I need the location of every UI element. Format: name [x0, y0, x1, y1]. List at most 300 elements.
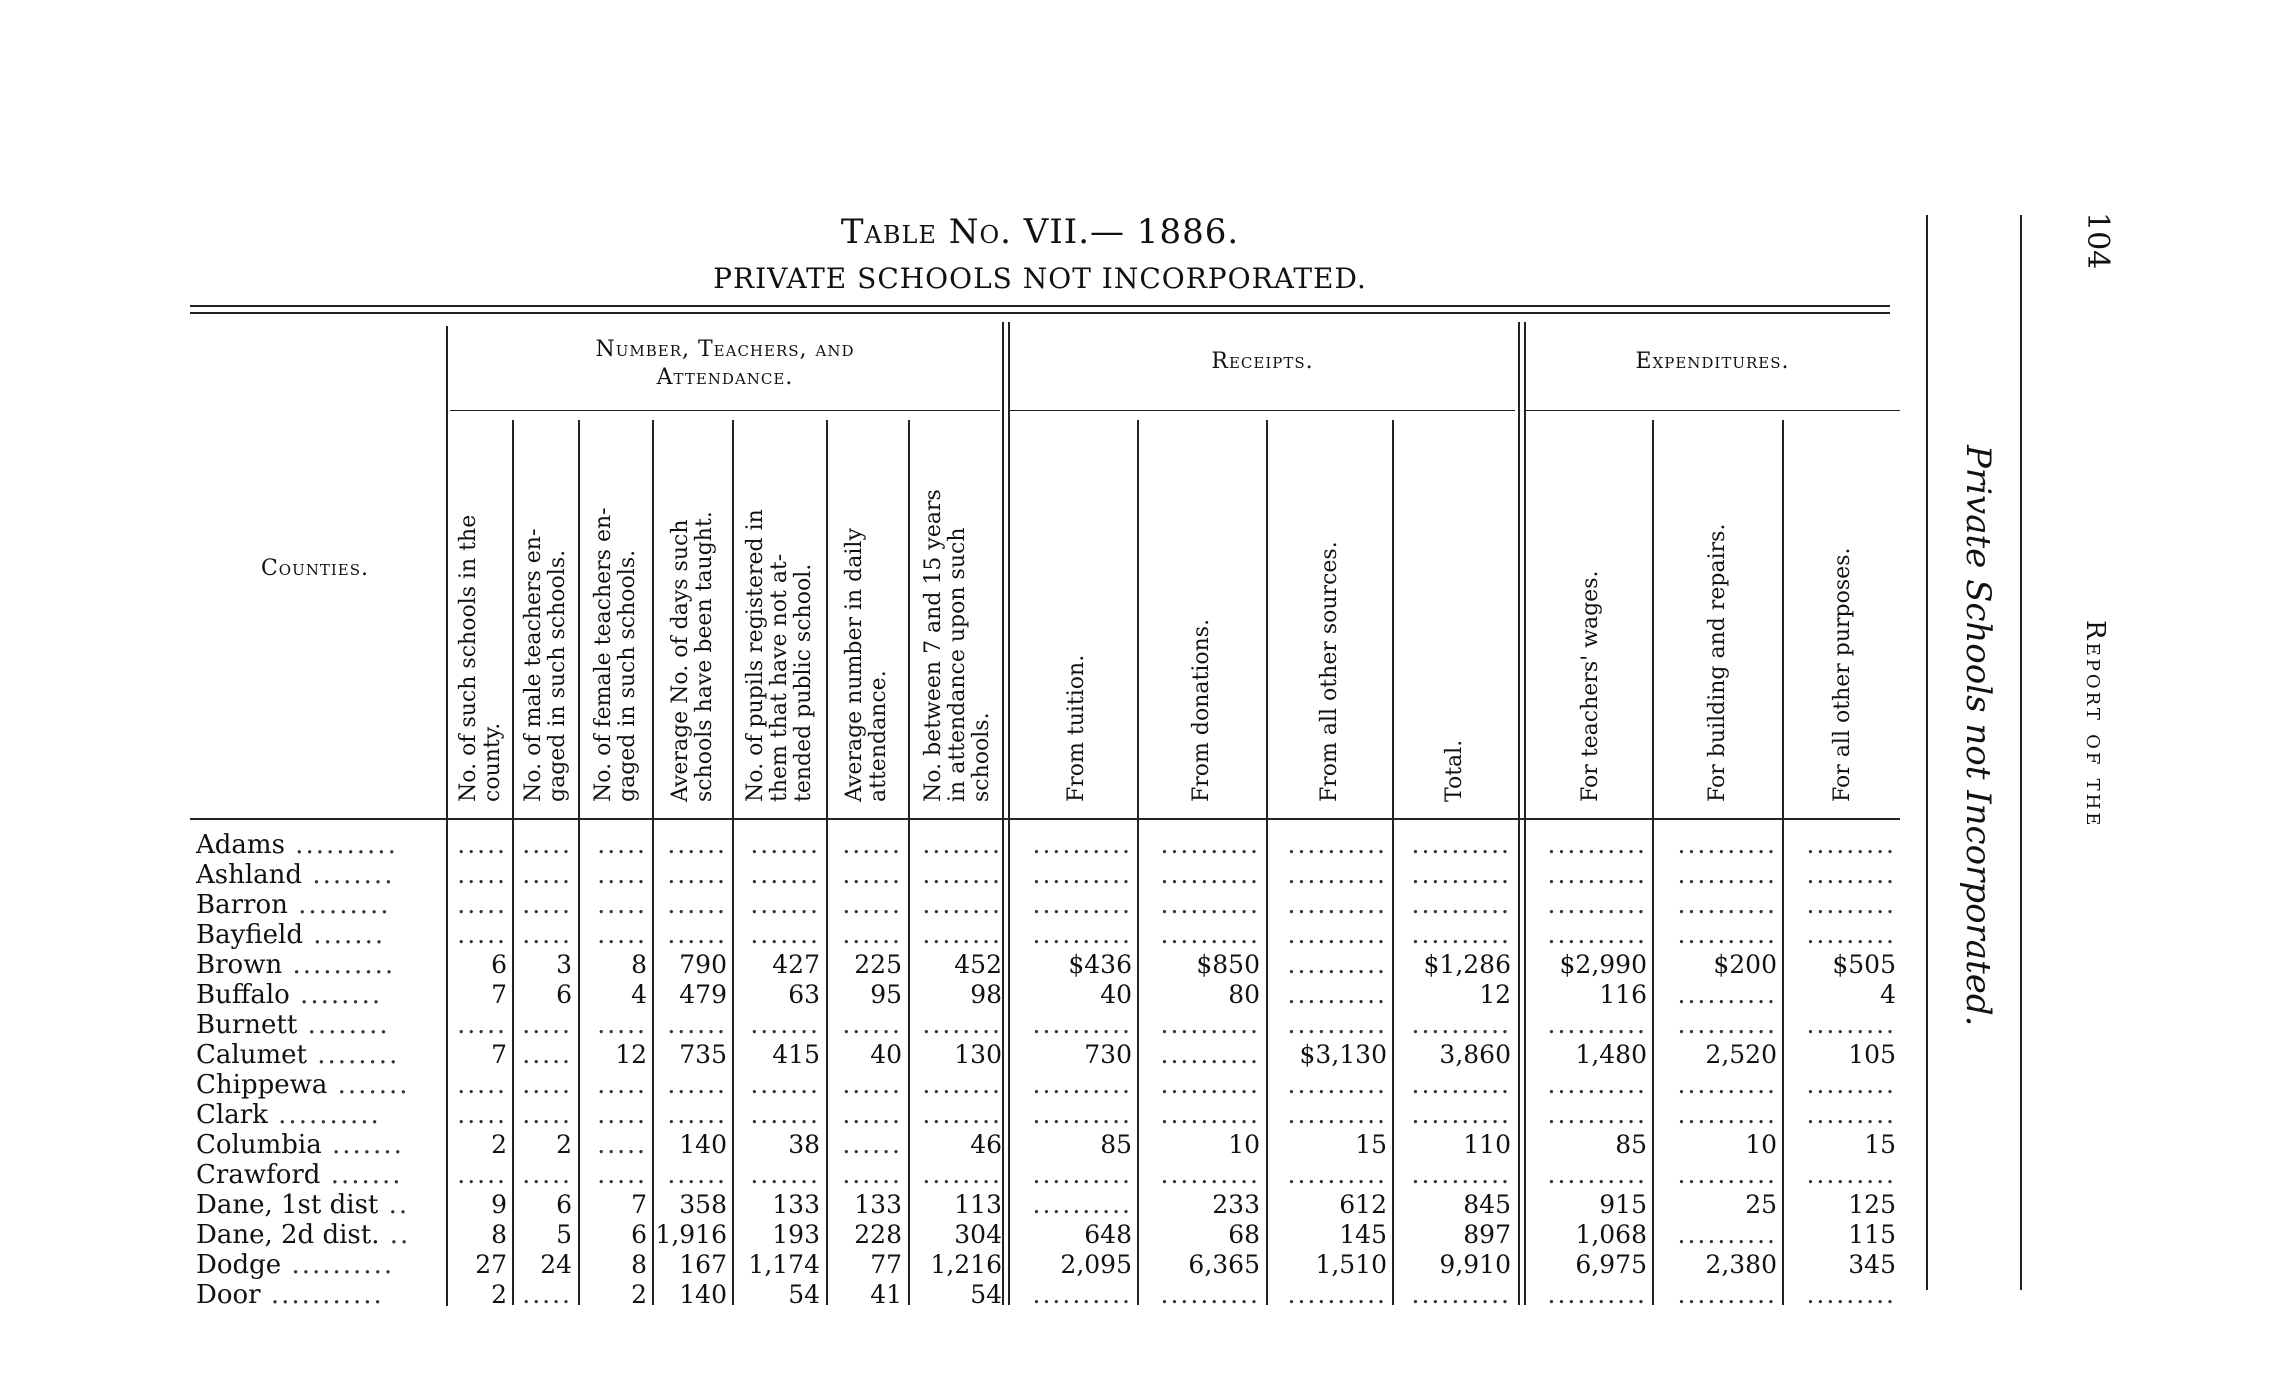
- county-name: [196, 1160, 403, 1190]
- table-cell: ........: [922, 890, 1002, 919]
- county-label: Brown: [196, 950, 283, 980]
- table-cell: ..........: [1547, 920, 1647, 949]
- table-cell: 790: [679, 950, 727, 979]
- table-cell: ........: [922, 920, 1002, 949]
- table-cell: 133: [772, 1190, 820, 1219]
- table-cell: ..........: [1287, 980, 1387, 1009]
- table-cell: $505: [1832, 950, 1896, 979]
- table-cell: .........: [1806, 1070, 1896, 1099]
- table-cell: .....: [457, 1160, 507, 1189]
- table-cell: .....: [597, 830, 647, 859]
- table-cell: .....: [597, 1100, 647, 1129]
- table-cell: 95: [870, 980, 902, 1009]
- table-cell: 167: [679, 1250, 727, 1279]
- table-cell: ......: [842, 920, 902, 949]
- table-cell: 6,975: [1575, 1250, 1647, 1279]
- table-cell: 8: [631, 1250, 647, 1279]
- table-cell: ......: [667, 1070, 727, 1099]
- column-header: For building and repairs.: [1705, 523, 1730, 802]
- group-number-header: Number, Teachers, and Attendance.: [595, 337, 855, 390]
- table-cell: 4: [1880, 980, 1896, 1009]
- table-cell: ......: [667, 890, 727, 919]
- table-cell: .....: [522, 1100, 572, 1129]
- county-label: Barron: [196, 890, 288, 920]
- table-cell: 40: [1100, 980, 1132, 1009]
- column-rule: [446, 326, 448, 1306]
- table-cell: ......: [842, 1130, 902, 1159]
- table-cell: .....: [522, 1070, 572, 1099]
- county-label: Clark: [196, 1100, 268, 1130]
- table-cell: ..........: [1160, 860, 1260, 889]
- county-label: Dane, 1st dist: [196, 1190, 379, 1220]
- table-cell: ........: [922, 830, 1002, 859]
- table-cell: ......: [667, 1160, 727, 1189]
- table-cell: .....: [597, 890, 647, 919]
- table-cell: ........: [922, 860, 1002, 889]
- table-cell: ..........: [1411, 890, 1511, 919]
- table-cell: 2,095: [1060, 1250, 1132, 1279]
- county-name: [196, 1280, 384, 1310]
- table-cell: .......: [750, 830, 820, 859]
- table-cell: ..........: [1032, 1160, 1132, 1189]
- table-cell: 845: [1463, 1190, 1511, 1219]
- table-cell: 1,174: [748, 1250, 820, 1279]
- table-cell: .....: [597, 860, 647, 889]
- table-cell: 2: [556, 1130, 572, 1159]
- column-rule: [1652, 420, 1654, 1305]
- leader-dots: ..........: [281, 1250, 395, 1280]
- table-cell: .........: [1806, 1160, 1896, 1189]
- table-cell: 116: [1599, 980, 1647, 1009]
- column-header: Total.: [1442, 739, 1467, 802]
- column-header: Average number in daily attendance.: [842, 528, 891, 802]
- county-name: [196, 1010, 390, 1040]
- leader-dots: .......: [302, 920, 386, 950]
- side-rule-left: [1926, 215, 1928, 1290]
- column-rule: [1518, 322, 1520, 1305]
- table-cell: 7: [491, 980, 507, 1009]
- table-cell: .....: [522, 1160, 572, 1189]
- table-cell: 1,480: [1575, 1040, 1647, 1069]
- table-cell: ..........: [1032, 1190, 1132, 1219]
- leader-dots: ........: [302, 860, 395, 890]
- county-label: Dodge: [196, 1250, 282, 1280]
- table-cell: 6: [556, 1190, 572, 1219]
- table-cell: ..........: [1032, 1010, 1132, 1039]
- table-cell: ......: [842, 1070, 902, 1099]
- table-cell: ..........: [1547, 1160, 1647, 1189]
- table-cell: ..........: [1287, 1010, 1387, 1039]
- table-cell: ..........: [1547, 1070, 1647, 1099]
- column-header: No. of male teachers en- gaged in such schools.: [520, 528, 570, 802]
- table-cell: ..........: [1411, 1010, 1511, 1039]
- table-cell: 41: [870, 1280, 902, 1309]
- table-cell: .......: [750, 1160, 820, 1189]
- table-cell: 6: [631, 1220, 647, 1249]
- table-cell: 110: [1463, 1130, 1511, 1159]
- table-cell: .......: [750, 860, 820, 889]
- table-cell: 80: [1228, 980, 1260, 1009]
- table-cell: 7: [631, 1190, 647, 1219]
- column-header: From tuition.: [1064, 654, 1089, 802]
- table-cell: 345: [1848, 1250, 1896, 1279]
- table-cell: 145: [1339, 1220, 1387, 1249]
- table-cell: 54: [788, 1280, 820, 1309]
- table-cell: 730: [1084, 1040, 1132, 1069]
- table-cell: .....: [522, 860, 572, 889]
- table-cell: 46: [970, 1130, 1002, 1159]
- column-header: Average No. of days such schools have been taught.: [668, 511, 717, 802]
- group-expenditures-header: Expenditures.: [1635, 349, 1790, 374]
- table-cell: 1,068: [1575, 1220, 1647, 1249]
- table-cell: .....: [457, 830, 507, 859]
- table-cell: .......: [750, 920, 820, 949]
- table-cell: ..........: [1411, 830, 1511, 859]
- table-cell: .........: [1806, 830, 1896, 859]
- county-name: [196, 1220, 410, 1250]
- table-cell: 3,860: [1439, 1040, 1511, 1069]
- county-name: [196, 1190, 409, 1220]
- table-cell: .........: [1806, 890, 1896, 919]
- table-cell: .....: [522, 1280, 572, 1309]
- table-cell: ..........: [1677, 1220, 1777, 1249]
- table-cell: ..........: [1032, 890, 1132, 919]
- table-cell: ..........: [1032, 1070, 1132, 1099]
- table-cell: ......: [667, 830, 727, 859]
- table-cell: 140: [679, 1280, 727, 1309]
- table-title: Table No. VII.— 1886.: [840, 212, 1240, 252]
- table-cell: 2,520: [1705, 1040, 1777, 1069]
- leader-dots: .......: [320, 1160, 403, 1190]
- table-cell: ..........: [1287, 950, 1387, 979]
- table-cell: 10: [1228, 1130, 1260, 1159]
- table-cell: ..........: [1411, 1280, 1511, 1309]
- table-cell: .....: [457, 1070, 507, 1099]
- table-cell: ......: [842, 890, 902, 919]
- column-rule: [1008, 322, 1010, 1305]
- table-cell: ......: [842, 1160, 902, 1189]
- leader-dots: .........: [287, 890, 391, 920]
- table-cell: 8: [631, 950, 647, 979]
- table-cell: .........: [1806, 860, 1896, 889]
- county-name: [196, 1130, 404, 1160]
- leader-dots: .......: [327, 1070, 410, 1100]
- table-cell: 612: [1339, 1190, 1387, 1219]
- table-cell: .....: [457, 860, 507, 889]
- county-label: Adams: [196, 830, 285, 860]
- table-cell: $2,990: [1559, 950, 1647, 979]
- side-title: Private Schools not Incorporated.: [1958, 445, 1998, 1027]
- table-cell: 3: [556, 950, 572, 979]
- leader-dots: ........: [297, 1010, 390, 1040]
- table-cell: ......: [667, 860, 727, 889]
- table-cell: ..........: [1160, 1040, 1260, 1069]
- table-cell: 648: [1084, 1220, 1132, 1249]
- table-cell: ..........: [1287, 1280, 1387, 1309]
- table-cell: 228: [854, 1220, 902, 1249]
- table-cell: .....: [597, 1160, 647, 1189]
- table-cell: 6: [556, 980, 572, 1009]
- table-cell: .....: [522, 1040, 572, 1069]
- table-cell: .....: [597, 1130, 647, 1159]
- column-header: No. between 7 and 15 years in attendance upon such schools.: [921, 489, 994, 802]
- table-cell: ........: [922, 1010, 1002, 1039]
- table-cell: ......: [667, 1010, 727, 1039]
- table-cell: .....: [597, 1010, 647, 1039]
- table-cell: .....: [522, 1010, 572, 1039]
- table-cell: .....: [457, 920, 507, 949]
- table-cell: 85: [1100, 1130, 1132, 1159]
- table-cell: 63: [788, 980, 820, 1009]
- table-cell: ......: [842, 830, 902, 859]
- table-cell: ..........: [1411, 920, 1511, 949]
- table-cell: 9: [491, 1190, 507, 1219]
- table-cell: ......: [842, 1010, 902, 1039]
- table-cell: 6,365: [1188, 1250, 1260, 1279]
- group-expenditures-rule: [1525, 410, 1900, 411]
- table-cell: 27: [475, 1250, 507, 1279]
- table-cell: .....: [522, 890, 572, 919]
- table-cell: 10: [1745, 1130, 1777, 1159]
- table-cell: ........: [922, 1100, 1002, 1129]
- table-cell: 915: [1599, 1190, 1647, 1219]
- table-cell: ..........: [1032, 1280, 1132, 1309]
- table-cell: ..........: [1547, 1280, 1647, 1309]
- table-cell: ..........: [1160, 920, 1260, 949]
- table-cell: 140: [679, 1130, 727, 1159]
- county-label: Chippewa: [196, 1070, 328, 1100]
- county-name: [196, 860, 394, 890]
- table-cell: 2: [631, 1280, 647, 1309]
- table-cell: ..........: [1160, 830, 1260, 859]
- table-cell: ..........: [1677, 1070, 1777, 1099]
- leader-dots: ..: [379, 1220, 411, 1250]
- county-label: Dane, 2d dist.: [196, 1220, 380, 1250]
- table-cell: ..........: [1160, 890, 1260, 919]
- table-cell: 7: [491, 1040, 507, 1069]
- page-number: 104: [2080, 212, 2115, 270]
- table-cell: ..........: [1160, 1280, 1260, 1309]
- table-cell: 2: [491, 1280, 507, 1309]
- table-cell: 68: [1228, 1220, 1260, 1249]
- table-cell: ..........: [1677, 1160, 1777, 1189]
- table-cell: 8: [491, 1220, 507, 1249]
- table-cell: ..........: [1411, 1100, 1511, 1129]
- table-cell: ......: [842, 1100, 902, 1129]
- column-header: From donations.: [1189, 618, 1214, 802]
- table-cell: 9,910: [1439, 1250, 1511, 1279]
- table-cell: ..........: [1287, 890, 1387, 919]
- table-cell: 225: [854, 950, 902, 979]
- running-head: Report of the: [2080, 620, 2110, 829]
- county-label: Crawford: [196, 1160, 321, 1190]
- table-cell: $1,286: [1423, 950, 1511, 979]
- table-cell: ......: [667, 1100, 727, 1129]
- table-cell: ........: [922, 1160, 1002, 1189]
- table-cell: ..........: [1032, 830, 1132, 859]
- column-header: No. of female teachers en- gaged in such schools.: [590, 507, 640, 802]
- table-cell: ..........: [1411, 1160, 1511, 1189]
- table-cell: ..........: [1160, 1160, 1260, 1189]
- table-cell: .....: [597, 920, 647, 949]
- table-cell: 735: [679, 1040, 727, 1069]
- table-subtitle: PRIVATE SCHOOLS NOT INCORPORATED.: [713, 262, 1367, 295]
- table-cell: ..........: [1032, 1100, 1132, 1129]
- table-cell: $200: [1713, 950, 1777, 979]
- column-rule: [732, 420, 734, 1305]
- table-cell: ......: [667, 920, 727, 949]
- table-cell: 897: [1463, 1220, 1511, 1249]
- table-cell: 358: [679, 1190, 727, 1219]
- column-header: For teachers' wages.: [1577, 570, 1603, 802]
- column-rule: [1137, 420, 1139, 1305]
- column-rule: [512, 420, 514, 1305]
- table-cell: 113: [954, 1190, 1002, 1219]
- table-cell: 25: [1745, 1190, 1777, 1219]
- top-rule-2: [190, 312, 1890, 314]
- group-number-rule: [450, 410, 1000, 411]
- county-label: Door: [196, 1280, 261, 1310]
- table-cell: ..........: [1547, 890, 1647, 919]
- table-cell: 1,916: [655, 1220, 727, 1249]
- table-cell: 12: [615, 1040, 647, 1069]
- table-cell: 193: [772, 1220, 820, 1249]
- group-receipts-rule: [1010, 410, 1515, 411]
- table-cell: ..........: [1677, 980, 1777, 1009]
- leader-dots: ..: [378, 1190, 410, 1220]
- county-label: Buffalo: [196, 980, 290, 1010]
- table-cell: $850: [1196, 950, 1260, 979]
- leader-dots: ..........: [267, 1100, 381, 1130]
- table-cell: $436: [1068, 950, 1132, 979]
- county-name: [196, 830, 398, 860]
- table-cell: 6: [491, 950, 507, 979]
- column-rule: [652, 420, 654, 1305]
- county-label: Burnett: [196, 1010, 298, 1040]
- table-cell: ..........: [1547, 1100, 1647, 1129]
- table-cell: .........: [1806, 1010, 1896, 1039]
- table-cell: 125: [1848, 1190, 1896, 1219]
- table-cell: ..........: [1287, 830, 1387, 859]
- table-cell: 54: [970, 1280, 1002, 1309]
- table-cell: ..........: [1547, 860, 1647, 889]
- table-cell: .......: [750, 1070, 820, 1099]
- table-cell: 85: [1615, 1130, 1647, 1159]
- table-cell: 98: [970, 980, 1002, 1009]
- table-cell: ........: [922, 1070, 1002, 1099]
- table-cell: ..........: [1411, 860, 1511, 889]
- table-cell: 15: [1355, 1130, 1387, 1159]
- leader-dots: ..........: [284, 830, 398, 860]
- side-rule-right: [2020, 215, 2022, 1290]
- table-cell: .........: [1806, 1280, 1896, 1309]
- column-header: From all other sources.: [1316, 541, 1342, 802]
- table-cell: 15: [1864, 1130, 1896, 1159]
- county-name: [196, 1040, 399, 1070]
- county-name: [196, 1070, 410, 1100]
- table-cell: ......: [842, 860, 902, 889]
- table-cell: 133: [854, 1190, 902, 1219]
- leader-dots: .......: [321, 1130, 404, 1160]
- table-cell: .......: [750, 890, 820, 919]
- column-rule: [1524, 322, 1526, 1305]
- county-label: Calumet: [196, 1040, 307, 1070]
- table-cell: 115: [1848, 1220, 1896, 1249]
- table-cell: .......: [750, 1010, 820, 1039]
- table-cell: ..........: [1677, 1010, 1777, 1039]
- table-cell: ..........: [1287, 1100, 1387, 1129]
- table-cell: ..........: [1160, 1100, 1260, 1129]
- table-cell: ..........: [1287, 1160, 1387, 1189]
- table-cell: ..........: [1411, 1070, 1511, 1099]
- table-cell: ..........: [1160, 1070, 1260, 1099]
- table-cell: 2: [491, 1130, 507, 1159]
- column-rule: [1782, 420, 1784, 1305]
- table-cell: .....: [457, 890, 507, 919]
- table-cell: .....: [522, 830, 572, 859]
- county-name: [196, 1100, 381, 1130]
- table-cell: 5: [556, 1220, 572, 1249]
- group-receipts-header: Receipts.: [1211, 349, 1314, 374]
- table-cell: 1,510: [1315, 1250, 1387, 1279]
- table-cell: 105: [1848, 1040, 1896, 1069]
- county-name: [196, 950, 395, 980]
- table-cell: ..........: [1677, 860, 1777, 889]
- table-cell: 24: [540, 1250, 572, 1279]
- table-cell: .......: [750, 1100, 820, 1129]
- table-cell: .....: [597, 1070, 647, 1099]
- table-cell: ..........: [1677, 830, 1777, 859]
- table-cell: ..........: [1032, 920, 1132, 949]
- table-cell: 38: [788, 1130, 820, 1159]
- table-cell: 1,216: [930, 1250, 1002, 1279]
- leader-dots: ........: [306, 1040, 400, 1070]
- table-cell: ..........: [1677, 920, 1777, 949]
- table-cell: 4: [631, 980, 647, 1009]
- table-cell: 12: [1479, 980, 1511, 1009]
- table-cell: ..........: [1547, 830, 1647, 859]
- column-header: For all other purposes.: [1829, 547, 1855, 802]
- table-cell: ..........: [1032, 860, 1132, 889]
- table-cell: 233: [1212, 1190, 1260, 1219]
- column-rule: [1002, 322, 1004, 1305]
- leader-dots: ...........: [260, 1280, 384, 1310]
- leader-dots: ..........: [282, 950, 396, 980]
- table-cell: 479: [679, 980, 727, 1009]
- table-cell: ..........: [1287, 920, 1387, 949]
- column-header: No. of such schools in the county.: [455, 514, 505, 802]
- table-cell: 130: [954, 1040, 1002, 1069]
- table-cell: 2,380: [1705, 1250, 1777, 1279]
- table-cell: 77: [870, 1250, 902, 1279]
- table-cell: .....: [522, 920, 572, 949]
- county-label: Ashland: [196, 860, 303, 890]
- county-name: [196, 920, 385, 950]
- table-cell: ..........: [1677, 890, 1777, 919]
- table-cell: 452: [954, 950, 1002, 979]
- table-cell: ..........: [1287, 1070, 1387, 1099]
- table-cell: .........: [1806, 1100, 1896, 1129]
- table-cell: $3,130: [1299, 1040, 1387, 1069]
- counties-header: Counties.: [260, 556, 370, 581]
- table-cell: ..........: [1677, 1280, 1777, 1309]
- table-cell: .........: [1806, 920, 1896, 949]
- leader-dots: ........: [289, 980, 383, 1010]
- table-cell: ..........: [1677, 1100, 1777, 1129]
- table-cell: ..........: [1287, 860, 1387, 889]
- county-name: [196, 1250, 394, 1280]
- table-cell: .....: [457, 1010, 507, 1039]
